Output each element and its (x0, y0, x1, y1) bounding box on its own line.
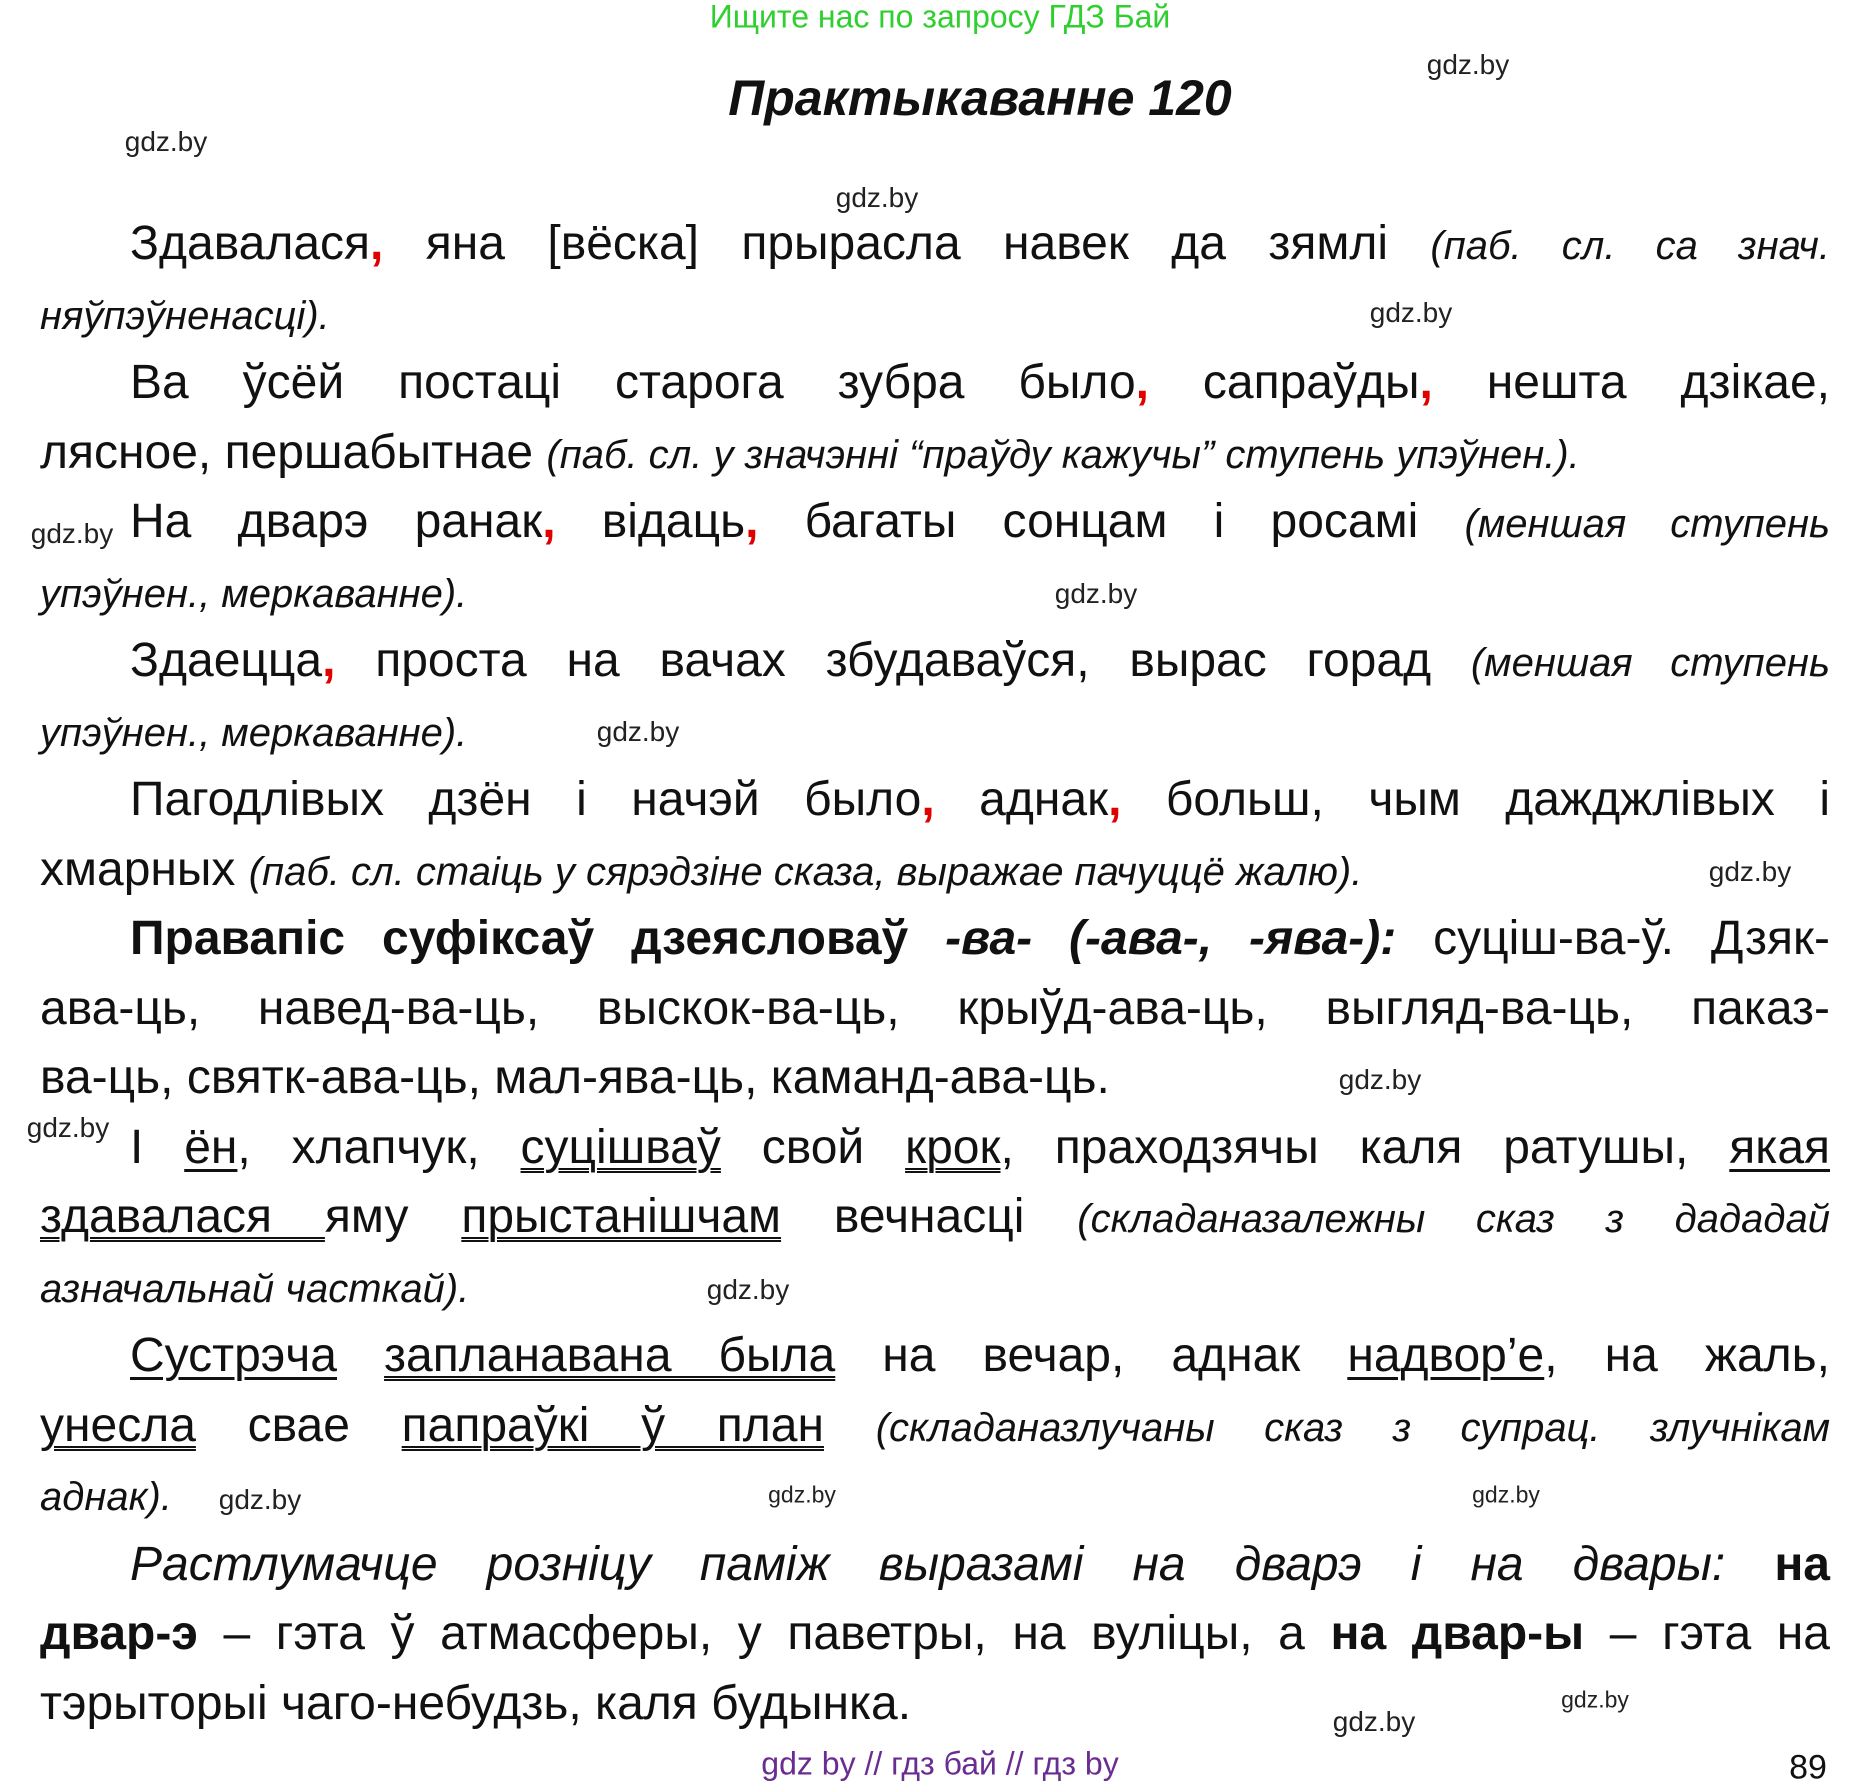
predicate-underlined: прыстанішчам (461, 1190, 782, 1243)
text: больш, чым дажджлівых і (1121, 773, 1831, 826)
annotation: (паб. сл. у значэнні “праўду кажучы” ступень упэўнен.). (546, 432, 1580, 477)
text: вечнасці (781, 1190, 1078, 1243)
text-line (40, 209, 1830, 279)
annotation: (паб. сл. са знач. (1430, 224, 1830, 268)
text: – гэта на (1584, 1607, 1830, 1660)
paragraph (40, 1113, 1830, 1322)
annotation: (складаназлучаны сказ з супрац. злучнікам (875, 1405, 1830, 1450)
predicate-underlined: крок (905, 1120, 1001, 1174)
watermark: gdz.by (1369, 297, 1453, 328)
paragraph (40, 765, 1830, 904)
paragraph (40, 209, 1830, 348)
text-line (40, 279, 1830, 349)
red-comma: , (542, 495, 556, 548)
text-line (40, 1391, 1830, 1461)
annotation: аднак). (40, 1475, 172, 1519)
footer-links[interactable]: gdz by // гдз бай // гдз by (761, 1745, 1119, 1782)
watermark: gdz.by (835, 182, 919, 213)
text-line (40, 1530, 1830, 1600)
text-line (40, 626, 1830, 696)
watermark: gdz.by (1338, 1064, 1422, 1095)
page-number: 89 (1789, 1748, 1827, 1787)
subject-underlined: надвор’е (1347, 1329, 1545, 1382)
red-comma: , (1135, 356, 1149, 409)
predicate-underlined: суцішваў (520, 1120, 721, 1174)
text-line (40, 1113, 1830, 1183)
text: ава-ць, навед-ва-ць, выскок-ва-ць, крыўд-ава-ць, выгляд-ва-ць, паказ- (40, 981, 1830, 1035)
bold-text: двар-э (40, 1607, 198, 1660)
red-comma: , (1108, 773, 1122, 826)
text: проста на вачах збудаваўся, вырас горад (335, 634, 1471, 687)
paragraph (40, 626, 1830, 765)
task-text: Растлумачце розніцу паміж выразамі на дварэ і на двары: (130, 1537, 1775, 1591)
text-line (40, 765, 1830, 835)
exercise-body (40, 209, 1830, 1738)
paragraph (40, 1530, 1830, 1739)
text: нешта дзікае, (1432, 356, 1831, 409)
predicate-underlined: унесла (40, 1398, 196, 1452)
text: Пагодлівых дзён і начэй было (130, 773, 922, 826)
paragraph (40, 1321, 1830, 1530)
text-line (40, 418, 1830, 488)
text-line (40, 835, 1830, 905)
predicate-underlined: папраўкі ў план (401, 1398, 824, 1452)
text-line (40, 1252, 1830, 1322)
watermark: gdz.by (596, 716, 680, 747)
annotation: (меншая ступень (1470, 641, 1830, 685)
red-comma: , (370, 217, 384, 270)
text: – гэта ў атмасферы, у паветры, на вуліцы, а (197, 1607, 1331, 1660)
predicate-underlined: здавалася (40, 1190, 325, 1243)
annotation: упэўнен., меркаванне). (40, 710, 468, 755)
watermark: gdz.by (218, 1484, 302, 1515)
bold-text: на двар-ы (1330, 1607, 1585, 1660)
text-line (40, 1460, 1830, 1530)
text: Здаецца (130, 634, 323, 687)
watermark: gdz.by (1426, 49, 1510, 80)
watermark: gdz.by (1708, 856, 1792, 887)
text: , хлапчук, (237, 1120, 521, 1174)
annotation: азначальнай часткай). (40, 1266, 470, 1311)
red-comma: , (921, 773, 935, 826)
text: тэрыторыі чаго-небудзь, каля будынка. (40, 1676, 912, 1730)
text: Здавалася (130, 217, 371, 270)
text-line (40, 904, 1830, 974)
text-line (40, 696, 1830, 766)
bold-text: Правапіс суфіксаў дзеясловаў (130, 912, 946, 965)
text: яна [вёска] прырасла навек да зямлі (383, 217, 1431, 270)
watermark: gdz.by (706, 1274, 790, 1305)
text (337, 1329, 384, 1382)
text: , праходзячы каля ратушы, (1000, 1120, 1730, 1174)
subject-underlined: якая (1729, 1120, 1831, 1174)
text: на вечар, аднак (835, 1329, 1348, 1382)
text-line (40, 1182, 1830, 1252)
bold-text: на (1774, 1537, 1830, 1591)
text: сапраўды (1148, 356, 1420, 409)
watermark: gdz.by (1054, 578, 1138, 609)
text-line (40, 1321, 1830, 1391)
text-line (40, 974, 1830, 1044)
text: свой (720, 1120, 906, 1174)
annotation: няўпэўненасці). (40, 293, 330, 338)
paragraph (40, 348, 1830, 487)
annotation: (складаназалежны сказ з дададай (1077, 1197, 1830, 1241)
subject-underlined: Сустрэча (130, 1329, 337, 1382)
annotation: (паб. сл. стаіць у сярэдзіне сказа, выражае пачуццё жалю). (248, 849, 1363, 894)
watermark: gdz.by (30, 518, 114, 549)
text: лясное, першабытнае (40, 425, 547, 479)
watermark: gdz.by (124, 126, 208, 157)
watermark: gdz.by (1561, 1686, 1629, 1713)
subject-underlined: ён (184, 1120, 238, 1174)
annotation: (меншая ступень (1464, 502, 1831, 546)
watermark: gdz.by (768, 1481, 836, 1508)
text: відаць (555, 495, 746, 548)
text: Ва ўсёй постаці старога зубра было (130, 356, 1136, 409)
text-line (40, 1669, 1830, 1739)
text: , на жаль, (1544, 1329, 1831, 1382)
text (824, 1399, 876, 1452)
text-line (40, 348, 1830, 418)
text: яму (324, 1190, 462, 1243)
red-comma: , (745, 495, 759, 548)
watermark: gdz.by (1472, 1481, 1540, 1508)
bold-italic-text: -ва- (-ава-, -ява-): (945, 912, 1397, 965)
text-line (40, 1599, 1830, 1669)
search-hint-banner: Ищите нас по запросу ГДЗ Бай (709, 0, 1171, 35)
red-comma: , (1419, 356, 1433, 409)
text: свае (195, 1398, 402, 1452)
annotation: упэўнен., меркаванне). (40, 571, 468, 616)
text-line (40, 1043, 1830, 1113)
paragraph (40, 487, 1830, 626)
text: хмарных (40, 842, 249, 896)
text: ва-ць, святк-ава-ць, мал-ява-ць, каманд-ава-ць. (40, 1051, 1110, 1104)
paragraph (40, 904, 1830, 1113)
predicate-underlined: запланавана была (384, 1329, 836, 1382)
watermark: gdz.by (1332, 1706, 1416, 1737)
text: На дварэ ранак (130, 495, 543, 548)
watermark: gdz.by (26, 1112, 110, 1143)
text-line (40, 557, 1830, 627)
text: багаты сонцам і росамі (758, 495, 1465, 548)
text: суціш-ва-ў. Дзяк- (1396, 912, 1830, 965)
page-title: Практыкаванне 120 (728, 70, 1232, 126)
text-line (40, 487, 1830, 557)
red-comma: , (322, 634, 336, 687)
text: аднак (934, 773, 1109, 826)
text: І (130, 1120, 185, 1174)
